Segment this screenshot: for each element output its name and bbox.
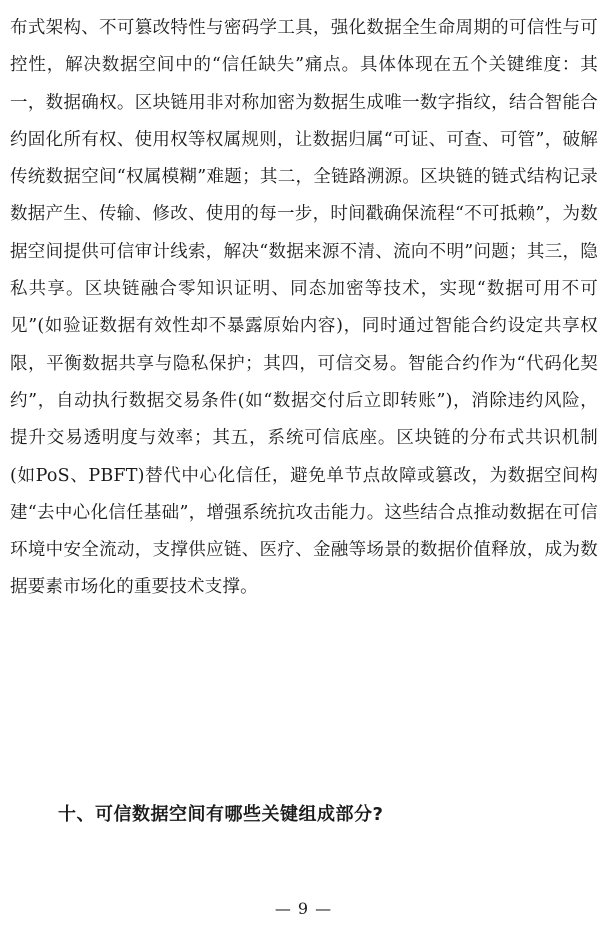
page-number: — 9 — <box>274 899 333 918</box>
body-paragraph: 布式架构、不可篡改特性与密码学工具，强化数据全生命周期的可信性与可控性，解决数据空间中的“信任缺失”痛点。具体体现在五个关键维度：其一，数据确权。区块链用非对称加密为数据生成唯一数字指纹，结合智能合约固化所有权、使用权等权属规则，让数据归属“可证、可查、可管”，破解传统数据空间“权属模糊”难题；其二，全链路溯源。区块链的链式结构记录数据产生、传输、修改、使用的每一步，时间戳确保流程“不可抵赖”，为数据空间提供可信审计线索，解决“数据来源不清、流向不明”问题；其三，隐私共享。区块链融合零知识证明、同态加密等技术，实现“数据可用不可见”(如验证数据有效性却不暴露原始内容)，同时通过智能合约设定共享权限，平衡数据共享与隐私保护；其四，可信交易。智能合约作为“代码化契约”，自动执行数据交易条件(如“数据交付后立即转账”)，消除违约风险，提升交易透明度与效率；其五，系统可信底座。区块链的分布式共识机制(如PoS、PBFT)替代中心化信任，避免单节点故障或篡改，为数据空间构建“去中心化信任基础”，增强系统抗攻击能力。这些结合点推动数据在可信环境中安全流动，支撑供应链、医疗、金融等场景的数据价值释放，成为数据要素市场化的重要技术支撑。 <box>10 18 598 598</box>
section-heading: 十、可信数据空间有哪些关键组成部分? <box>58 804 384 825</box>
